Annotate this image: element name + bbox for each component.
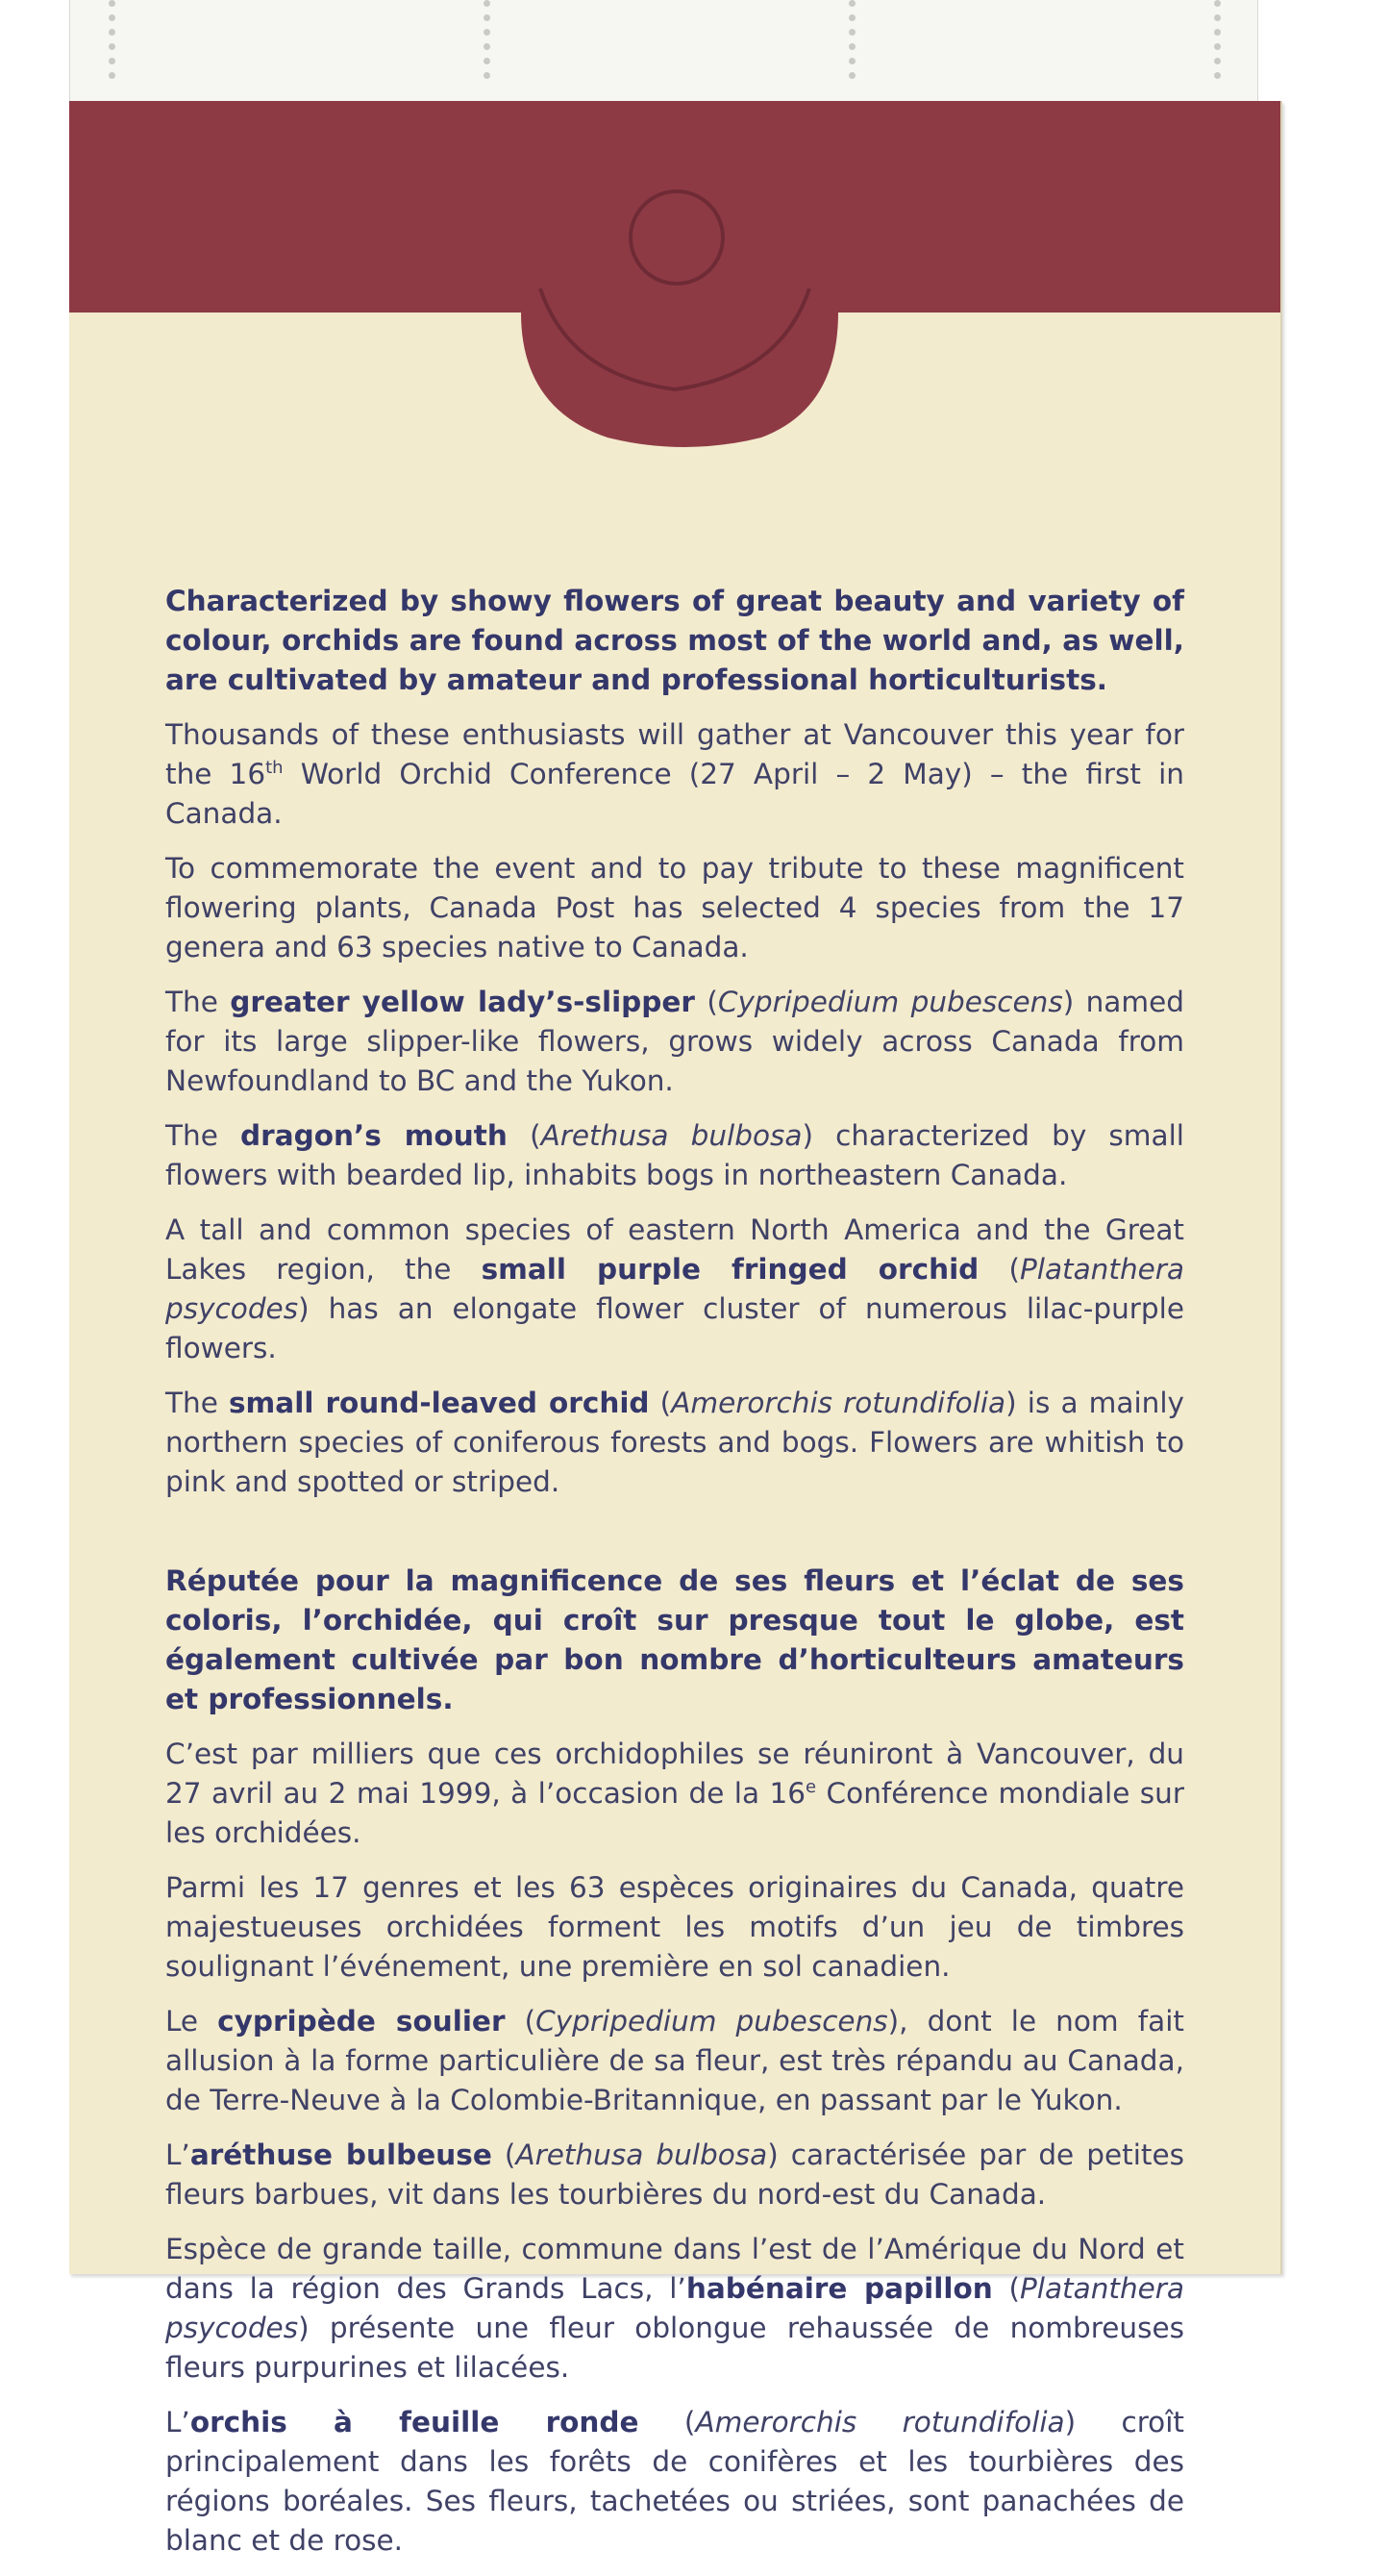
species-name: orchis à feuille ronde xyxy=(189,2406,639,2438)
english-paragraph-2: To commemorate the event and to pay tribute to these magnificent flowering plants, Canada Post has selected 4 species from the 17 genera and 63 species native to Canada. xyxy=(165,852,1184,963)
french-paragraph-1: C’est par milliers que ces orchidophiles se réuniront à Vancouver, du 27 avril au 2 mai 1999, à l’occasion de la 16e Conférence mondiale sur les orchidées. xyxy=(165,1738,1184,1849)
perforation-column xyxy=(849,0,856,106)
perforation-column xyxy=(484,0,491,106)
scientific-name: Amerorchis rotundifolia xyxy=(671,1387,1006,1419)
species-name: greater yellow lady’s-slipper xyxy=(230,986,695,1018)
scientific-name: Platanthera psycodes xyxy=(165,1253,1184,1325)
section-divider-space xyxy=(165,1517,1184,1562)
booklet-text xyxy=(165,582,1184,2576)
species-name: dragon’s mouth xyxy=(240,1119,508,1152)
perforation-column xyxy=(109,0,116,106)
species-name: small purple fringed orchid xyxy=(481,1253,980,1286)
french-paragraph-3: Le cypripède soulier (Cypripedium pubescens), dont le nom fait allusion à la forme particulière de sa fleur, est très répandu au Canada, de Terre-Neuve à la Colombie-Britannique, en passant par le Yukon. xyxy=(165,2005,1184,2116)
species-name: aréthuse bulbeuse xyxy=(189,2138,492,2171)
english-paragraph-6: The small round-leaved orchid (Amerorchis rotundifolia) is a mainly northern species of coniferous forests and bogs. Flowers are whitish to pink and spotted or striped. xyxy=(165,1387,1184,1498)
stamp-pane-strip xyxy=(69,0,1258,106)
scientific-name: Cypripedium pubescens xyxy=(717,986,1063,1018)
english-paragraph-5: A tall and common species of eastern North America and the Great Lakes region, the small purple fringed orchid (Platanthera psycodes) has an elongate flower cluster of numerous lilac-purple flowers. xyxy=(165,1213,1184,1364)
french-paragraph-5: Espèce de grande taille, commune dans l’est de l’Amérique du Nord et dans la région des Grands Lacs, l’habénaire papillon (Platanthera psycodes) présente une fleur oblongue rehaussée de nombreuses fleurs purpurines et lilacées. xyxy=(165,2233,1185,2384)
species-name: habénaire papillon xyxy=(685,2272,993,2305)
french-paragraph-6: L’orchis à feuille ronde (Amerorchis rotundifolia) croît principalement dans les forêts de conifères et les tourbières des régions boréales. Ses fleurs, tachetées ou striées, sont panachées de blanc et de rose. xyxy=(165,2406,1184,2557)
scientific-name: Amerorchis rotundifolia xyxy=(695,2406,1065,2438)
scientific-name: Arethusa bulbosa xyxy=(515,2138,768,2171)
scientific-name: Arethusa bulbosa xyxy=(540,1119,803,1152)
species-name: small round-leaved orchid xyxy=(229,1387,650,1419)
french-paragraph-4: L’aréthuse bulbeuse (Arethusa bulbosa) caractérisée par de petites fleurs barbues, vit dans les tourbières du nord-est du Canada. xyxy=(165,2138,1184,2211)
maroon-header-band xyxy=(69,101,1280,313)
species-name: cypripède soulier xyxy=(217,2005,506,2038)
english-lead-paragraph: Characterized by showy flowers of great beauty and variety of colour, orchids are found across most of the world and, as well, are cultivated by amateur and professional horticulturists. xyxy=(165,585,1184,696)
french-lead-paragraph: Réputée pour la magnificence de ses fleurs et l’éclat de ses coloris, l’orchidée, qui croît sur presque tout le globe, est également cultivée par bon nombre d’horticulteurs amateurs et professionnels. xyxy=(165,1564,1184,1715)
english-paragraph-3: The greater yellow lady’s-slipper (Cypripedium pubescens) named for its large slipper-like flowers, grows widely across Canada from Newfoundland to BC and the Yukon. xyxy=(165,986,1184,1097)
scientific-name: Cypripedium pubescens xyxy=(535,2005,888,2038)
french-paragraph-2: Parmi les 17 genres et les 63 espèces originaires du Canada, quatre majestueuses orchidées forment les motifs d’un jeu de timbres soulignant l’événement, une première en sol canadien. xyxy=(165,1871,1184,1983)
perforation-column xyxy=(1214,0,1222,106)
english-paragraph-1: Thousands of these enthusiasts will gather at Vancouver this year for the 16th World Orchid Conference (27 April – 2 May) – the first in Canada. xyxy=(165,718,1185,830)
scientific-name: Platanthera psycodes xyxy=(165,2272,1185,2344)
english-paragraph-4: The dragon’s mouth (Arethusa bulbosa) characterized by small flowers with bearded lip, inhabits bogs in northeastern Canada. xyxy=(165,1119,1185,1191)
booklet-cover-card xyxy=(69,101,1282,2557)
